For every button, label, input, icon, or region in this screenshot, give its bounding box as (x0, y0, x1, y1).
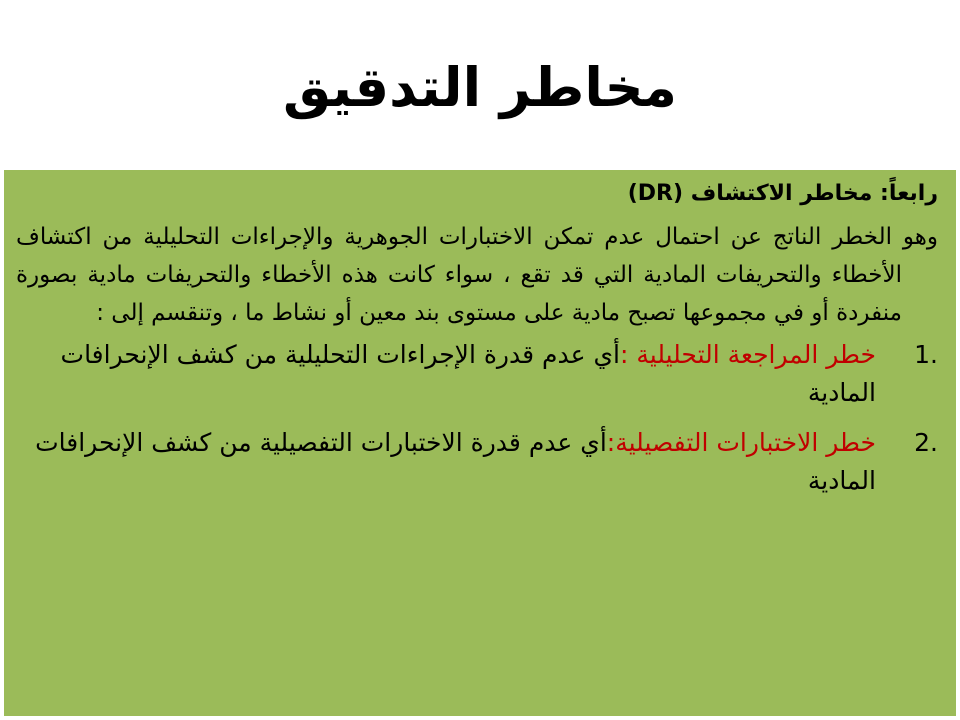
list-item-number: 1. (914, 340, 938, 369)
section-heading-text: رابعاً: مخاطر الاكتشاف (690, 181, 938, 206)
list-item-number: 2. (914, 428, 938, 457)
list-item-text: أي عدم قدرة الإجراءات التحليلية من كشف الإنحرافات المادية (60, 340, 876, 407)
slide-title: مخاطر التدقيق (283, 56, 677, 119)
risk-list (16, 336, 938, 500)
list-item (16, 424, 938, 500)
content-box (4, 170, 956, 716)
list-item-term: خطر المراجعة التحليلية : (620, 340, 876, 369)
section-heading (16, 176, 938, 212)
list-item-text: أي عدم قدرة الاختبارات التفصيلية من كشف الإنحرافات المادية (35, 428, 876, 495)
list-item-term: خطر الاختبارات التفصيلية: (606, 428, 876, 457)
section-paragraph: وهو الخطر الناتج عن احتمال عدم تمكن الاختبارات الجوهرية والإجراءات التحليلية من اكتشاف الأخطاء والتحريفات المادية التي قد تقع ، سواء كانت هذه الأخطاء والتحريفات مادية بصورة منفردة أو في مجموعها تصبح مادية على مستوى بند معين أو نشاط ما ، وتنقسم إلى : (16, 224, 938, 326)
list-item (16, 336, 938, 412)
section-heading-code: (DR) (627, 181, 684, 206)
